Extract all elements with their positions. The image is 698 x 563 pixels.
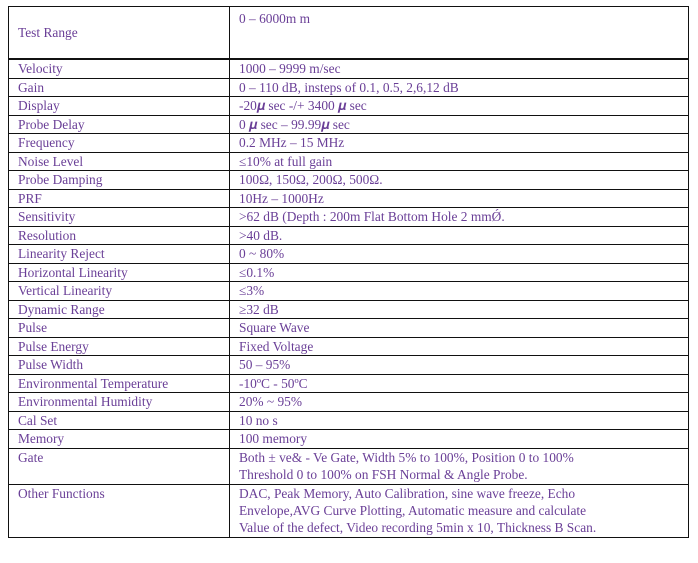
spec-value-line: >40 dB. <box>239 227 283 243</box>
specifications-table <box>8 6 689 538</box>
spec-value-cell <box>230 226 689 245</box>
spec-label-cell: Test Range <box>9 7 230 60</box>
spec-label-cell: Frequency <box>9 134 230 153</box>
table-row <box>9 208 689 227</box>
spec-value-line: 20% ~ 95% <box>239 394 303 409</box>
table-row <box>9 134 689 153</box>
specifications-table-body <box>9 7 689 538</box>
table-row <box>9 484 689 537</box>
spec-label-cell: Gain <box>9 78 230 97</box>
spec-label-cell: Cal Set <box>9 411 230 430</box>
spec-value-line: Square Wave <box>239 320 310 335</box>
table-row <box>9 152 689 171</box>
spec-value-cell <box>230 282 689 301</box>
spec-value-cell <box>230 337 689 356</box>
spec-label-cell: Vertical Linearity <box>9 282 230 301</box>
spec-value-line: Value of the defect, Video recording 5min x 10, Thickness B Scan. <box>239 519 597 535</box>
spec-value-line: 50 – 95% <box>239 357 291 372</box>
spec-value-line: -10ºC - 50ºC <box>239 375 308 391</box>
table-row <box>9 356 689 375</box>
table-row <box>9 282 689 301</box>
spec-label-cell: Horizontal Linearity <box>9 263 230 282</box>
spec-value-cell <box>230 430 689 449</box>
spec-value-cell <box>230 189 689 208</box>
spec-value-cell <box>230 208 689 227</box>
table-row <box>9 374 689 393</box>
spec-value-cell <box>230 393 689 412</box>
table-row <box>9 411 689 430</box>
table-row <box>9 171 689 190</box>
spec-value-cell <box>230 374 689 393</box>
table-row <box>9 97 689 116</box>
table-row <box>9 59 689 78</box>
spec-label-cell: Pulse <box>9 319 230 338</box>
spec-value-line: 10 no s <box>239 412 278 428</box>
spec-value-cell <box>230 263 689 282</box>
spec-value-line: 0 – 6000m m <box>239 11 311 26</box>
spec-label-cell: Sensitivity <box>9 208 230 227</box>
spec-value-cell <box>230 171 689 190</box>
table-row <box>9 337 689 356</box>
table-row <box>9 78 689 97</box>
spec-label-cell: Environmental Humidity <box>9 393 230 412</box>
table-row <box>9 430 689 449</box>
spec-label-cell: Dynamic Range <box>9 300 230 319</box>
spec-label-cell: PRF <box>9 189 230 208</box>
table-row <box>9 300 689 319</box>
spec-value-cell <box>230 319 689 338</box>
table-row <box>9 226 689 245</box>
spec-label-cell: Probe Delay <box>9 115 230 134</box>
spec-label-cell: Gate <box>9 448 230 484</box>
spec-value-cell <box>230 97 689 116</box>
table-row <box>9 7 689 60</box>
spec-value-line: 100 memory <box>239 431 308 446</box>
spec-value-cell <box>230 134 689 153</box>
spec-value-line: 0.2 MHz – 15 MHz <box>239 135 345 150</box>
spec-value-cell <box>230 484 689 537</box>
spec-label-cell: Environmental Temperature <box>9 374 230 393</box>
table-row <box>9 189 689 208</box>
spec-value-cell <box>230 448 689 484</box>
spec-value-line: >62 dB (Depth : 200m Flat Bottom Hole 2 mmǾ. <box>239 209 505 224</box>
spec-value-line: ≤0.1% <box>239 264 275 280</box>
table-row <box>9 448 689 484</box>
spec-value-cell <box>230 356 689 375</box>
spec-value-line: 0 ~ 80% <box>239 246 285 261</box>
spec-label-cell: Memory <box>9 430 230 449</box>
spec-value-cell <box>230 300 689 319</box>
spec-value-line: -20𝝁 sec -/+ 3400 𝝁 sec <box>239 98 367 113</box>
table-row <box>9 393 689 412</box>
spec-value-cell <box>230 78 689 97</box>
spec-value-line: 1000 – 9999 m/sec <box>239 61 341 76</box>
spec-label-cell: Linearity Reject <box>9 245 230 264</box>
spec-value-line: ≤10% at full gain <box>239 153 333 169</box>
spec-value-line: 0 – 110 dB, insteps of 0.1, 0.5, 2,6,12 dB <box>239 79 459 95</box>
spec-value-line: Both ± ve& - Ve Gate, Width 5% to 100%, Position 0 to 100% <box>239 449 574 465</box>
spec-value-line: ≤3% <box>239 283 265 298</box>
table-row <box>9 245 689 264</box>
spec-label-cell: Probe Damping <box>9 171 230 190</box>
spec-label-cell: Display <box>9 97 230 116</box>
spec-value-cell <box>230 115 689 134</box>
spec-label-cell: Velocity <box>9 59 230 78</box>
spec-value-line: 0 𝝁 sec – 99.99𝝁 sec <box>239 116 350 132</box>
spec-label-cell: Pulse Energy <box>9 337 230 356</box>
table-row <box>9 115 689 134</box>
spec-label-cell: Pulse Width <box>9 356 230 375</box>
spec-value-cell <box>230 59 689 78</box>
table-row <box>9 263 689 282</box>
table-row <box>9 319 689 338</box>
spec-value-cell <box>230 7 689 60</box>
spec-value-line: 10Hz – 1000Hz <box>239 190 324 206</box>
spec-value-line: Fixed Voltage <box>239 338 314 354</box>
spec-label-cell: Other Functions <box>9 484 230 537</box>
spec-label-cell: Resolution <box>9 226 230 245</box>
spec-value-line: Threshold 0 to 100% on FSH Normal & Angle Probe. <box>239 466 528 482</box>
spec-value-cell <box>230 411 689 430</box>
spec-label-cell: Noise Level <box>9 152 230 171</box>
spec-value-cell <box>230 152 689 171</box>
spec-value-cell <box>230 245 689 264</box>
spec-value-line: ≥32 dB <box>239 301 279 317</box>
spec-value-line: Envelope,AVG Curve Plotting, Automatic measure and calculate <box>239 502 587 518</box>
spec-value-line: 100Ω, 150Ω, 200Ω, 500Ω. <box>239 172 383 187</box>
spec-value-line: DAC, Peak Memory, Auto Calibration, sine wave freeze, Echo <box>239 485 576 501</box>
